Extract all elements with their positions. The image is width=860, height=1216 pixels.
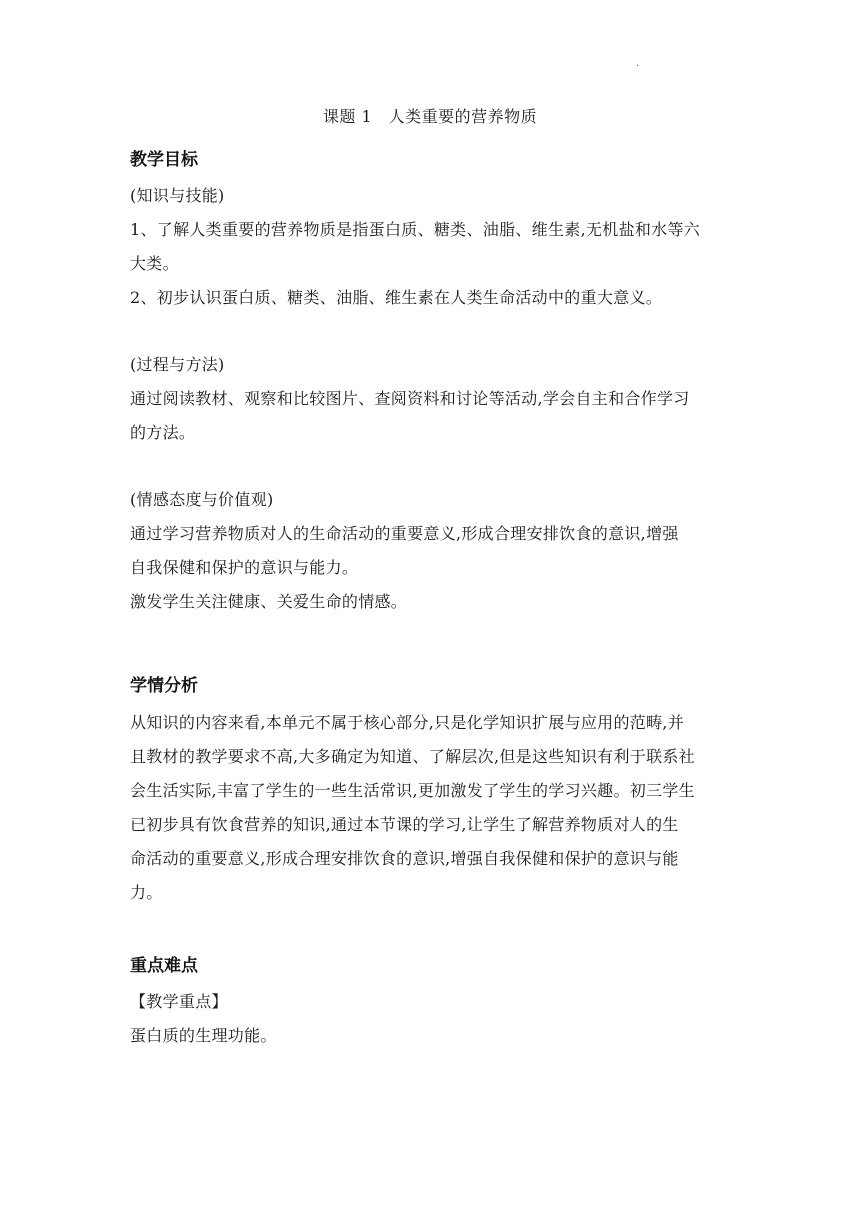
analysis-line: 力。 bbox=[130, 883, 163, 902]
key-points-text: 蛋白质的生理功能。 bbox=[130, 1026, 277, 1045]
process-label: (过程与方法) bbox=[130, 355, 225, 374]
key-points-heading: 重点难点 bbox=[130, 956, 198, 976]
emotion-line: 通过学习营养物质对人的生命活动的重要意义,形成合理安排饮食的意识,增强 bbox=[130, 524, 679, 543]
knowledge-line: 1、了解人类重要的营养物质是指蛋白质、糖类、油脂、维生素,无机盐和水等六 bbox=[130, 220, 701, 239]
process-line: 通过阅读教材、观察和比较图片、查阅资料和讨论等活动,学会自主和合作学习 bbox=[130, 389, 690, 408]
analysis-line: 命活动的重要意义,形成合理安排饮食的意识,增强自我保健和保护的意识与能 bbox=[130, 849, 679, 868]
goals-heading: 教学目标 bbox=[130, 150, 198, 170]
knowledge-label: (知识与技能) bbox=[130, 186, 225, 205]
analysis-heading: 学情分析 bbox=[130, 676, 198, 696]
analysis-line: 已初步具有饮食营养的知识,通过本节课的学习,让学生了解营养物质对人的生 bbox=[130, 815, 679, 834]
emotion-line: 激发学生关注健康、关爱生命的情感。 bbox=[130, 592, 408, 611]
analysis-line: 会生活实际,丰富了学生的一些生活常识,更加激发了学生的学习兴趣。初三学生 bbox=[130, 781, 695, 800]
knowledge-line: 2、初步认识蛋白质、糖类、油脂、维生素在人类生命活动中的重大意义。 bbox=[130, 288, 663, 307]
analysis-line: 且教材的教学要求不高,大多确定为知道、了解层次,但是这些知识有利于联系社 bbox=[130, 747, 695, 766]
emotion-label: (情感态度与价值观) bbox=[130, 490, 274, 509]
process-line: 的方法。 bbox=[130, 423, 196, 442]
analysis-line: 从知识的内容来看,本单元不属于核心部分,只是化学知识扩展与应用的范畴,并 bbox=[130, 713, 685, 732]
page-title: 课题 1 人类重要的营养物质 bbox=[322, 107, 538, 126]
knowledge-line: 大类。 bbox=[130, 254, 179, 273]
emotion-line: 自我保健和保护的意识与能力。 bbox=[130, 558, 359, 577]
key-points-label: 【教学重点】 bbox=[130, 992, 228, 1011]
corner-mark: . bbox=[636, 58, 640, 69]
